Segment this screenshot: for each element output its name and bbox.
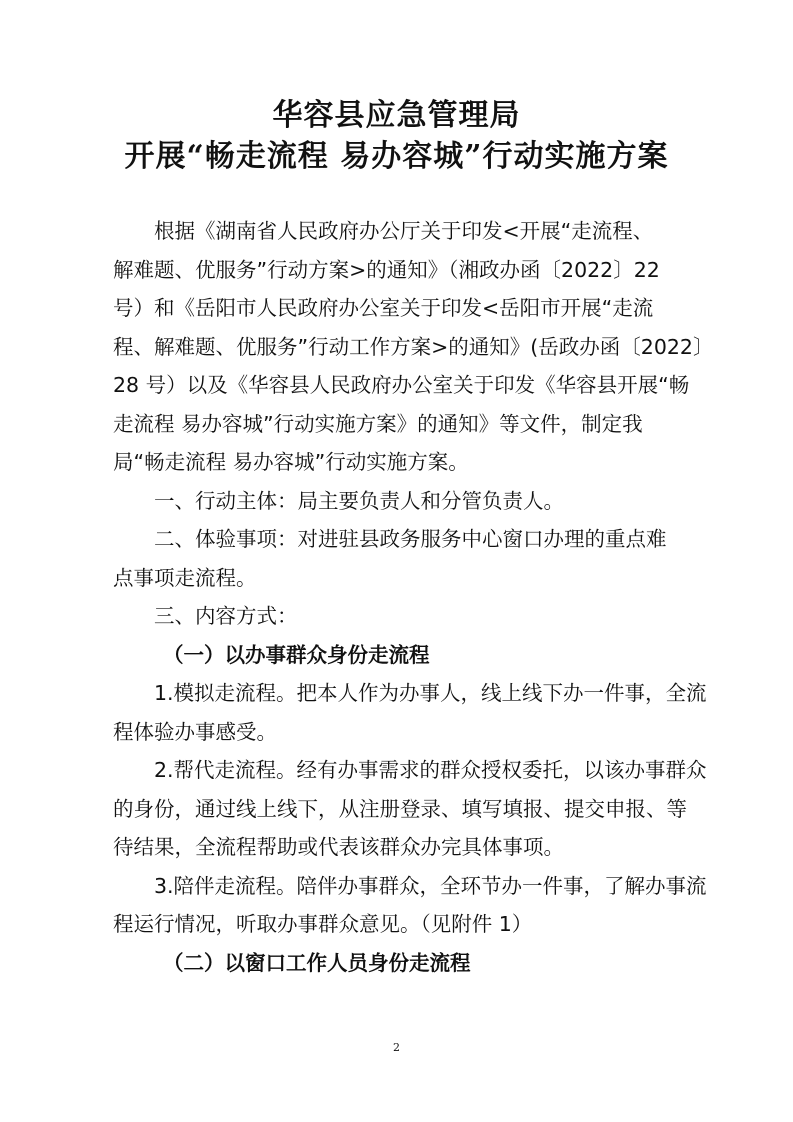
intro-line: 根据《湖南省人民政府办公厅关于印发<开展“走流程、 (154, 219, 654, 243)
intro-line: 28 号）以及《华容县人民政府办公室关于印发《华容县开展“畅 (113, 373, 690, 397)
intro-line: 解难题、优服务”行动方案>的通知》（湘政办函〔2022〕22 (113, 257, 660, 282)
page-number: 2 (393, 1041, 400, 1054)
sub-item-accompany: 3.陪伴走流程。陪伴办事群众，全环节办一件事，了解办事流 (154, 873, 707, 898)
intro-line: 局“畅走流程 易办容城”行动实施方案。 (113, 450, 469, 474)
document-title-line-2: 开展“畅走流程 易办容城”行动实施方案 (124, 139, 669, 174)
section-heading-1: （一）以办事群众身份走流程 (163, 642, 430, 667)
item-experience-matters-cont: 点事项走流程。 (113, 565, 257, 590)
item-action-subject: 一、行动主体：局主要负责人和分管负责人。 (154, 488, 564, 513)
sub-item-accompany-cont: 程运行情况，听取办事群众意见。（见附件 1） (113, 912, 533, 936)
item-content-method: 三、内容方式： (154, 604, 298, 628)
intro-line: 号）和《岳阳市人民政府办公室关于印发<岳阳市开展“走流 (113, 296, 654, 320)
sub-item-assist: 2.帮代走流程。经有办事需求的群众授权委托，以该办事群众 (154, 758, 707, 782)
sub-item-simulate-cont: 程体验办事感受。 (113, 719, 277, 744)
item-experience-matters: 二、体验事项：对进驻县政务服务中心窗口办理的重点难 (154, 527, 667, 551)
document-body (113, 212, 714, 982)
section-heading-2: （二）以窗口工作人员身份走流程 (163, 950, 471, 975)
sub-item-assist-cont: 待结果，全流程帮助或代表该群众办完具体事项。 (113, 835, 564, 859)
intro-line: 程、解难题、优服务”行动工作方案>的通知》(岳政办函〔2022〕 (113, 334, 714, 359)
document-title-line-1: 华容县应急管理局 (272, 98, 521, 133)
sub-item-assist-cont: 的身份，通过线上线下，从注册登录、填写填报、提交申报、等 (113, 796, 687, 821)
intro-line: 走流程 易办容城”行动实施方案》的通知》等文件，制定我 (113, 411, 643, 436)
sub-item-simulate: 1.模拟走流程。把本人作为办事人，线上线下办一件事，全流 (154, 681, 707, 705)
